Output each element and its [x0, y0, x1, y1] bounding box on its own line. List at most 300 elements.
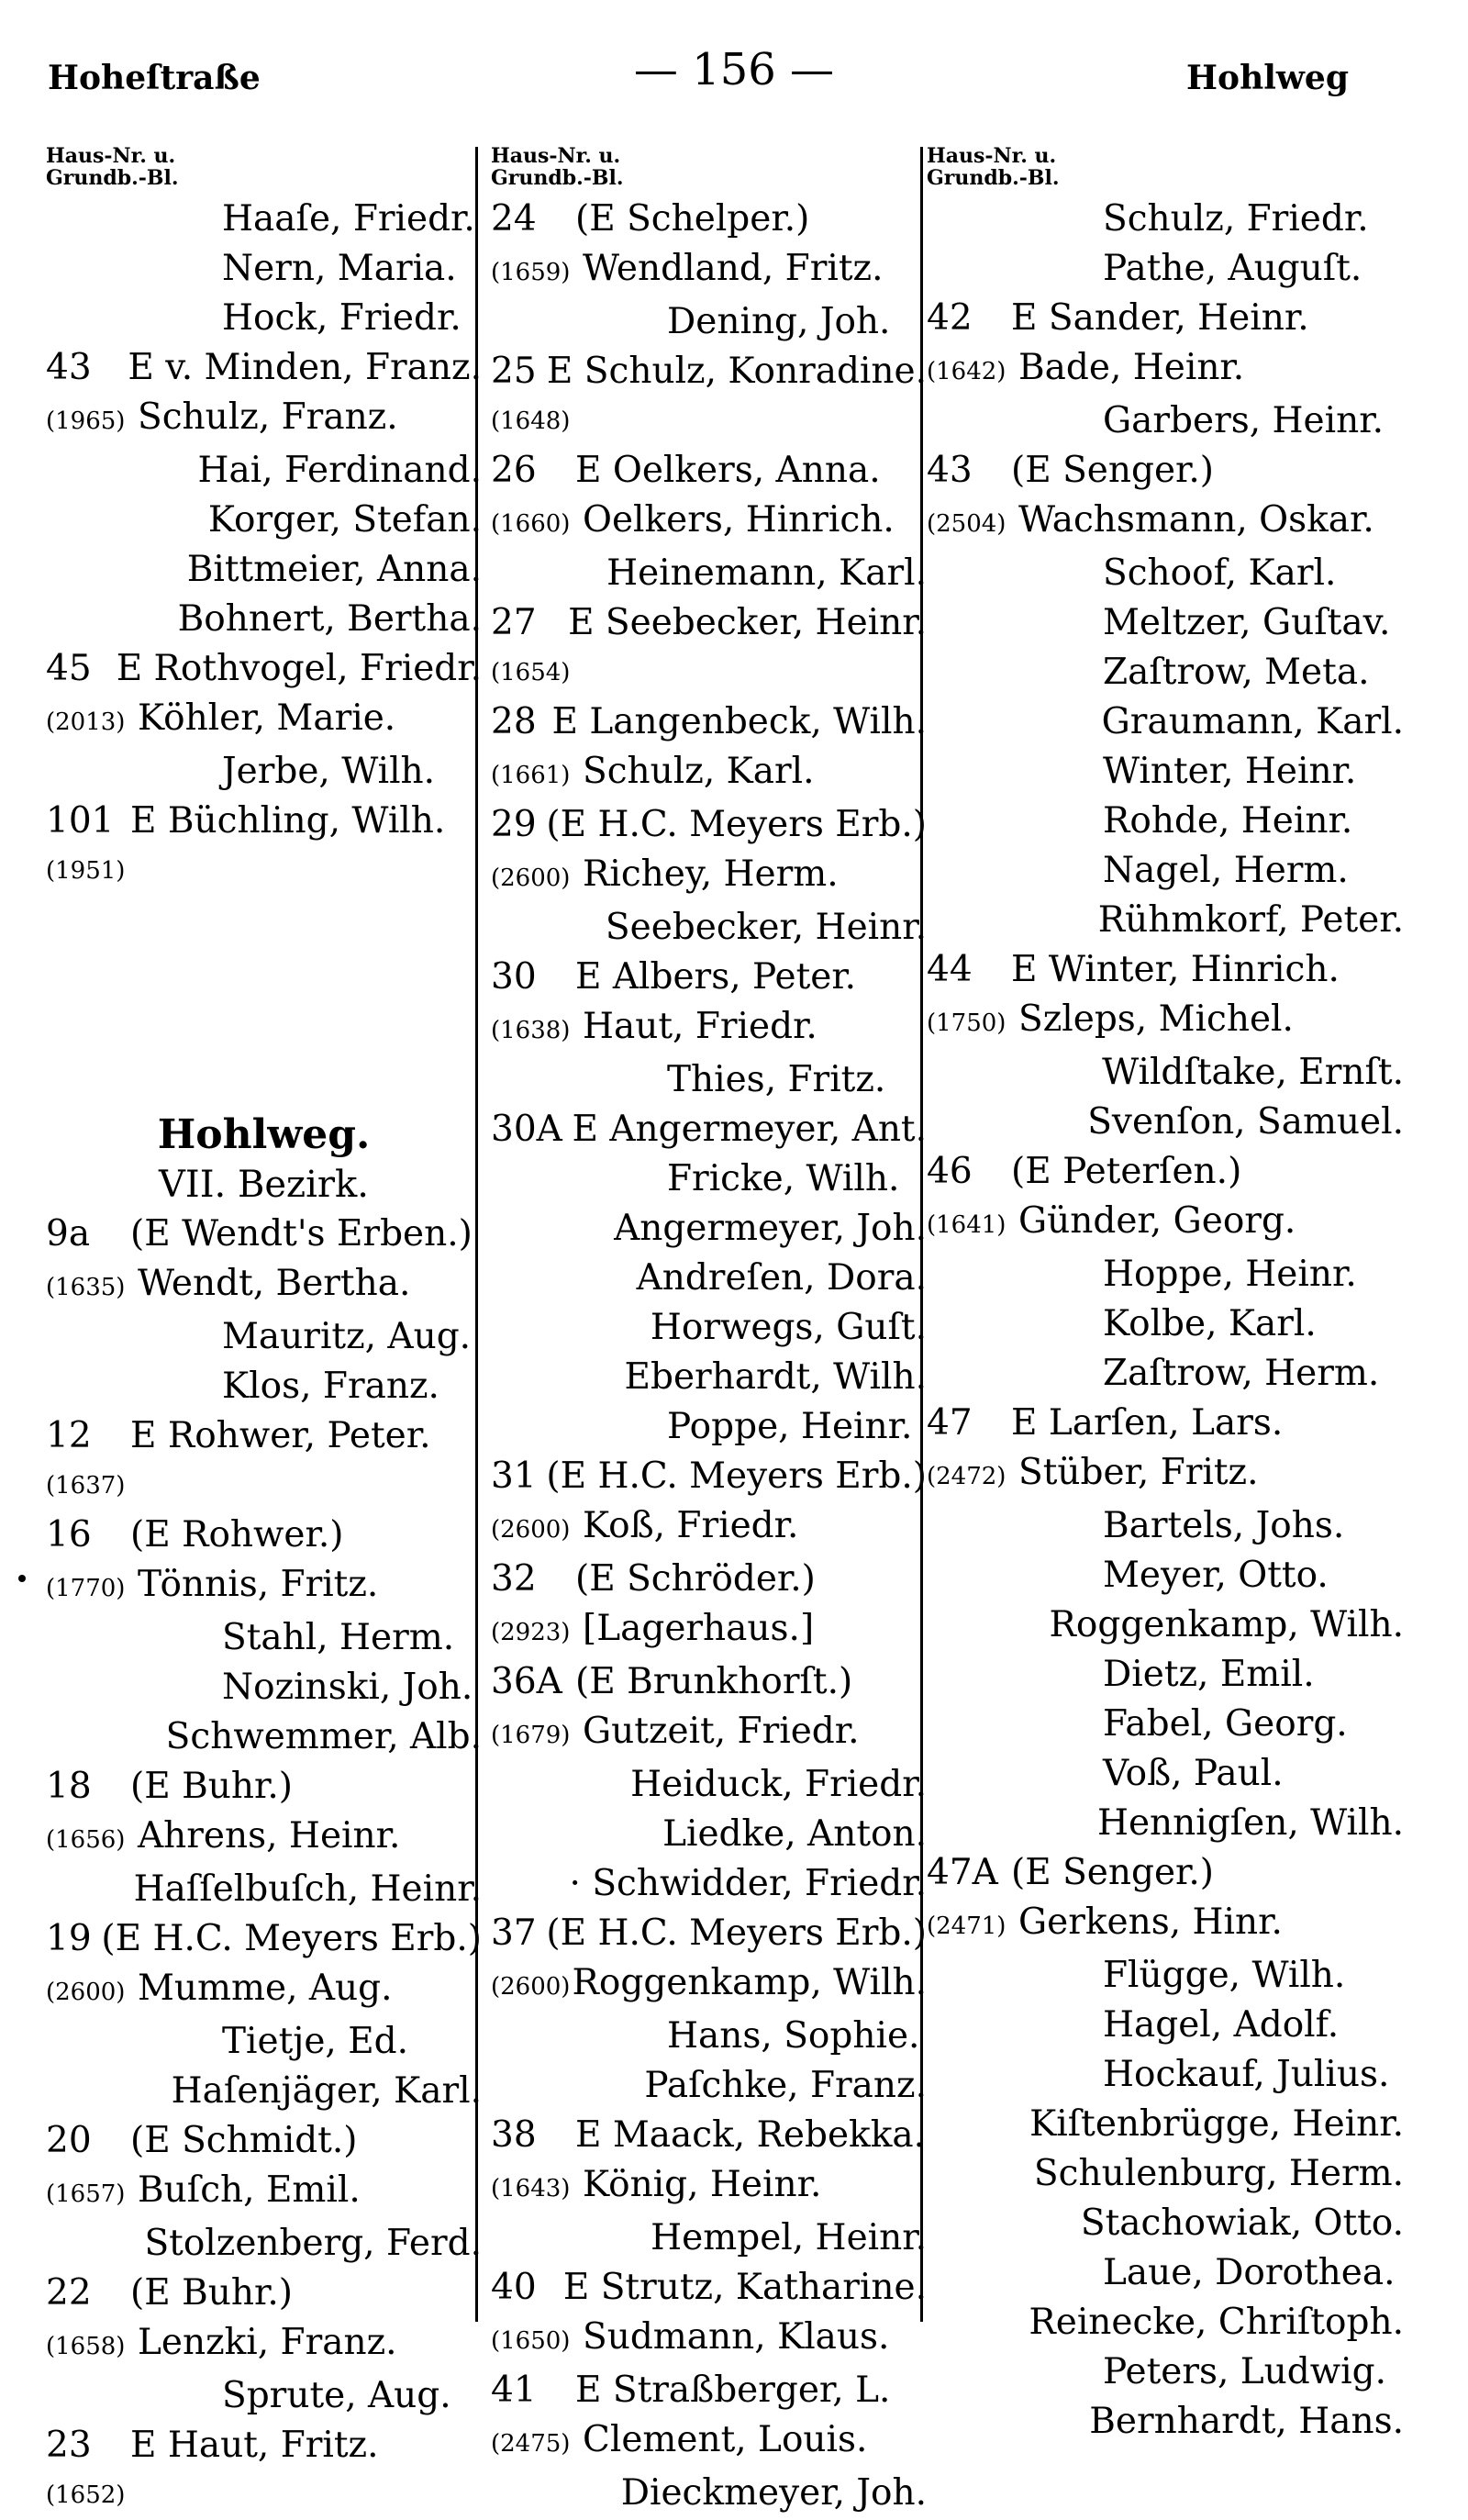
directory-entry	[46, 2219, 482, 2269]
directory-entry	[491, 2160, 927, 2213]
house-number: 31	[491, 1455, 537, 1497]
land-register-number: (1661)	[491, 762, 571, 789]
house-number: 28	[491, 701, 537, 742]
land-register-number: (1951)	[46, 857, 126, 885]
resident-name: Gerkens, Hinr.	[1018, 1901, 1283, 1943]
directory-entry	[46, 545, 482, 595]
resident-name: Gutzeit, Friedr.	[583, 1711, 860, 1752]
directory-entry	[491, 2313, 927, 2366]
directory-entry	[927, 1147, 1404, 1197]
resident-name: Reinecke, Chriſtoph.	[1029, 2302, 1404, 2343]
directory-entry	[46, 2067, 482, 2116]
land-register-number: (1642)	[927, 358, 1006, 385]
resident-name: Dieckmeyer, Joh.	[620, 2472, 927, 2514]
land-register-number: (2600)	[491, 864, 571, 892]
house-number: 43	[927, 450, 973, 491]
directory-entry	[491, 549, 927, 598]
directory-entry	[927, 1399, 1404, 1448]
house-number: 27	[491, 602, 537, 643]
house-number: 45	[46, 648, 92, 689]
directory-entry	[927, 1349, 1404, 1399]
directory-entry	[927, 2050, 1404, 2100]
house-number: 12	[46, 1415, 92, 1456]
resident-name: E Maack, Rebekka.	[575, 2114, 925, 2156]
directory-entry	[491, 953, 927, 1002]
directory-entry	[491, 2469, 927, 2518]
resident-name: (E Schröder.)	[575, 1558, 816, 1600]
land-register-number: (1750)	[927, 1009, 1006, 1037]
directory-entry	[927, 2298, 1404, 2347]
resident-name: Richey, Herm.	[583, 853, 839, 895]
land-register-number: (1650)	[491, 2327, 571, 2355]
resident-name: Hempel, Heinr.	[651, 2217, 927, 2258]
directory-entry	[491, 1303, 927, 1353]
directory-entry	[46, 294, 482, 343]
directory-entry	[927, 2001, 1404, 2050]
directory-entry	[927, 2397, 1404, 2447]
resident-name: Ahrens, Heinr.	[138, 1815, 401, 1857]
land-register-number: (1643)	[491, 2175, 571, 2202]
directory-entry	[927, 2199, 1404, 2248]
directory-entry	[46, 1865, 482, 1914]
resident-name: Svenſon, Samuel.	[1087, 1101, 1404, 1143]
directory-entry	[491, 297, 927, 347]
resident-name: E Langenbeck, Wilh.	[551, 701, 927, 742]
resident-name: Wachsmann, Oskar.	[1018, 499, 1374, 541]
directory-entry	[927, 294, 1404, 343]
resident-name: (E Schmidt.)	[130, 2120, 358, 2161]
directory-entry	[491, 1909, 927, 1958]
house-number: 43	[46, 347, 92, 388]
directory-entry	[46, 2017, 482, 2067]
resident-name: Bernhardt, Hans.	[1089, 2401, 1404, 2442]
resident-name: E Oelkers, Anna.	[575, 450, 881, 491]
resident-name: Hock, Friedr.	[222, 297, 462, 339]
resident-name: Heinemann, Karl.	[606, 552, 927, 594]
directory-entry	[46, 694, 482, 747]
resident-name: E Sander, Heinr.	[1011, 297, 1309, 339]
directory-entry	[491, 1402, 927, 1452]
resident-name: Zaſtrow, Herm.	[1103, 1353, 1380, 1394]
resident-name: E Straßberger, L.	[575, 2369, 891, 2411]
entry-list	[46, 1210, 482, 2520]
entry-list	[927, 195, 1404, 2447]
resident-name: Horwegs, Guſt.	[650, 1307, 927, 1348]
directory-entry	[46, 797, 482, 846]
resident-name: Nozinski, Joh.	[222, 1667, 473, 1708]
directory-entry	[46, 2166, 482, 2219]
resident-name: Wendt, Bertha.	[138, 1263, 411, 1304]
resident-name: Mauritz, Aug.	[222, 1316, 472, 1357]
house-number: 32	[491, 1558, 537, 1600]
resident-name: E Rothvogel, Friedr.	[116, 648, 482, 689]
resident-name: Fabel, Georg.	[1103, 1703, 1348, 1745]
land-register-number: (1654)	[491, 659, 571, 686]
column-header	[46, 145, 482, 189]
house-number: 47A	[927, 1852, 998, 1893]
resident-name: Stolzenberg, Ferd.	[144, 2223, 482, 2264]
resident-name: E Büchling, Wilh.	[130, 800, 446, 842]
directory-entry	[46, 496, 482, 545]
resident-name: Wendland, Fritz.	[583, 248, 884, 289]
resident-name: Hoppe, Heinr.	[1103, 1254, 1357, 1295]
resident-name: Sprute, Aug.	[222, 2375, 451, 2416]
directory-entry	[46, 1762, 482, 1812]
resident-name: Schulz, Franz.	[138, 396, 398, 438]
directory-entry	[927, 797, 1404, 846]
directory-entry	[491, 747, 927, 800]
house-number: 38	[491, 2114, 537, 2156]
resident-name: Dietz, Emil.	[1103, 1654, 1315, 1695]
directory-entry	[46, 1259, 482, 1312]
directory-entry	[927, 995, 1404, 1048]
resident-name: Klos, Franz.	[222, 1366, 439, 1407]
resident-name: Hennigſen, Wilh.	[1096, 1802, 1404, 1844]
resident-name: E Larſen, Lars.	[1011, 1402, 1284, 1444]
house-number: 40	[491, 2267, 537, 2308]
land-register-number: (1659)	[491, 259, 571, 286]
land-register-number: (1657)	[46, 2180, 126, 2208]
resident-name: Günder, Georg.	[1018, 1200, 1296, 1242]
resident-name: Sudmann, Klaus.	[583, 2316, 890, 2358]
resident-name: Garbers, Heinr.	[1103, 400, 1384, 441]
resident-name: Bittmeier, Anna.	[186, 549, 482, 590]
house-number: 16	[46, 1514, 92, 1555]
directory-entry	[927, 1098, 1404, 1147]
resident-name: Angermeyer, Joh.	[614, 1208, 927, 1249]
directory-entry	[46, 343, 482, 393]
resident-name: Zaſtrow, Meta.	[1103, 652, 1370, 693]
directory-entry	[491, 347, 927, 396]
resident-name: Nagel, Herm.	[1103, 850, 1349, 891]
land-register-number: (1770)	[46, 1575, 126, 1602]
running-head-right: Hohlweg	[1186, 59, 1349, 97]
directory-entry	[46, 244, 482, 294]
resident-name: Oelkers, Hinrich.	[583, 499, 895, 541]
resident-name: Rühmkorf, Peter.	[1097, 899, 1404, 941]
resident-name: E Albers, Peter.	[575, 956, 857, 998]
house-number: 23	[46, 2425, 92, 2466]
directory-entry	[927, 896, 1404, 945]
directory-entry	[927, 446, 1404, 496]
column-header-line: Haus-Nr. u.	[491, 144, 621, 168]
directory-entry	[927, 244, 1404, 294]
directory-entry	[927, 747, 1404, 797]
resident-name: Haſenjäger, Karl.	[171, 2070, 482, 2112]
house-number: 101	[46, 800, 115, 842]
resident-name: Meltzer, Guſtav.	[1103, 602, 1391, 643]
resident-name: Poppe, Heinr.	[667, 1406, 913, 1447]
directory-entry	[46, 644, 482, 694]
house-number: 29	[491, 804, 537, 845]
directory-entry	[46, 195, 482, 244]
resident-name: Fricke, Wilh.	[667, 1158, 900, 1199]
directory-entry	[927, 195, 1404, 244]
page-number: — 156 —	[633, 44, 835, 95]
resident-name: Andreſen, Dora.	[636, 1257, 927, 1299]
directory-entry	[927, 2149, 1404, 2199]
entry-list	[46, 195, 482, 896]
house-number: 25	[491, 351, 537, 392]
directory-entry	[491, 598, 927, 648]
directory-entry	[46, 1613, 482, 1663]
land-register-number: (2471)	[927, 1912, 1006, 1940]
directory-entry	[46, 1712, 482, 1762]
resident-name: Laue, Dorothea.	[1103, 2252, 1396, 2293]
directory-entry	[491, 697, 927, 747]
directory-entry	[927, 496, 1404, 549]
resident-name: [Lagerhaus.]	[583, 1608, 815, 1649]
directory-entry	[927, 2248, 1404, 2298]
resident-name: · Schwidder, Friedr.	[569, 1863, 927, 1904]
column-header-line: Haus-Nr. u.	[46, 144, 176, 168]
column-header-line: Grundb.-Bl.	[927, 166, 1060, 190]
directory-entry	[46, 2318, 482, 2371]
resident-name: Pathe, Auguſt.	[1103, 248, 1362, 289]
directory-entry	[927, 1650, 1404, 1700]
resident-name: E v. Minden, Franz.	[128, 347, 482, 388]
house-number: 42	[927, 297, 973, 339]
directory-entry	[491, 1452, 927, 1501]
column-1	[46, 145, 482, 2520]
resident-name: Hagel, Adolf.	[1103, 2004, 1340, 2046]
directory-entry	[46, 2116, 482, 2166]
resident-name: Roggenkamp, Wilh.	[572, 1962, 927, 2003]
column-3	[927, 145, 1404, 2447]
directory-entry	[927, 1299, 1404, 1349]
land-register-number: (1638)	[491, 1017, 571, 1044]
land-register-number: (1660)	[491, 510, 571, 538]
resident-name: Thies, Fritz.	[667, 1059, 886, 1100]
directory-entry	[491, 1105, 927, 1154]
resident-name: Schwemmer, Alb.	[165, 1716, 482, 1757]
directory-entry	[927, 1898, 1404, 1951]
directory-entry	[46, 1663, 482, 1712]
directory-entry	[46, 2421, 482, 2470]
directory-entry	[46, 747, 482, 797]
resident-name: Voß, Paul.	[1103, 1753, 1284, 1794]
directory-entry	[491, 903, 927, 953]
resident-name: Koß, Friedr.	[583, 1505, 799, 1546]
directory-entry	[927, 1551, 1404, 1600]
directory-entry	[491, 2012, 927, 2061]
resident-name: Jerbe, Wilh.	[222, 751, 436, 792]
resident-name: Wildſtake, Ernſt.	[1102, 1052, 1404, 1093]
column-2	[491, 145, 927, 2518]
resident-name: E Strutz, Katharine.	[562, 2267, 927, 2308]
resident-name: (E Senger.)	[1011, 1852, 1215, 1893]
resident-name: E Angermeyer, Ant.	[572, 1109, 927, 1150]
entry-list	[491, 195, 927, 2518]
land-register-number: (2475)	[491, 2430, 571, 2458]
house-number: 36A	[491, 1661, 562, 1702]
directory-entry	[491, 1002, 927, 1055]
resident-name: Liedke, Anton.	[662, 1813, 927, 1855]
directory-entry	[927, 1448, 1404, 1501]
land-register-number: (1656)	[46, 1826, 126, 1854]
land-register-number: (1965)	[46, 407, 126, 435]
resident-name: Korger, Stefan.	[207, 499, 482, 541]
directory-entry	[927, 396, 1404, 446]
resident-name: Hans, Sophie.	[667, 2015, 920, 2057]
directory-entry	[46, 1964, 482, 2017]
land-register-number: (2600)	[491, 1516, 571, 1544]
house-number: 30A	[491, 1109, 562, 1150]
resident-name: E Haut, Fritz.	[130, 2425, 379, 2466]
directory-entry	[927, 697, 1404, 747]
resident-name: Stüber, Fritz.	[1018, 1452, 1259, 1493]
resident-name: Bartels, Johs.	[1103, 1505, 1345, 1546]
resident-name: Heiduck, Friedr.	[630, 1764, 927, 1805]
resident-name: Szleps, Michel.	[1018, 998, 1294, 1040]
directory-entry	[491, 244, 927, 297]
resident-name: Seebecker, Heinr.	[605, 907, 927, 948]
house-number: 18	[46, 1766, 92, 1807]
directory-entry	[491, 1501, 927, 1555]
resident-name: (E Buhr.)	[130, 2272, 293, 2314]
directory-entry	[927, 2347, 1404, 2397]
resident-name: Hai, Ferdinand.	[197, 450, 482, 491]
directory-entry	[927, 1600, 1404, 1650]
land-register-number: (2504)	[927, 510, 1006, 538]
directory-entry	[46, 2269, 482, 2318]
resident-name: Haſſelbuſch, Heinr.	[133, 1868, 482, 1910]
directory-entry	[491, 2366, 927, 2415]
section-district: VII. Bezirk.	[159, 1164, 369, 1206]
land-register-number: (2600)	[46, 1979, 126, 2006]
directory-entry	[491, 1254, 927, 1303]
directory-entry	[46, 1511, 482, 1560]
directory-entry	[927, 846, 1404, 896]
directory-entry	[491, 2061, 927, 2111]
directory-entry	[927, 343, 1404, 396]
directory-entry	[927, 1848, 1404, 1898]
land-register-number: (2472)	[927, 1463, 1006, 1490]
resident-name: Kolbe, Karl.	[1103, 1303, 1317, 1344]
resident-name: Haut, Friedr.	[583, 1006, 817, 1047]
resident-name: Roggenkamp, Wilh.	[1049, 1604, 1404, 1645]
resident-name: Lenzki, Franz.	[138, 2322, 397, 2363]
directory-entry	[491, 446, 927, 496]
directory-entry	[46, 1461, 482, 1511]
directory-entry	[491, 648, 927, 697]
land-register-number: (1648)	[491, 407, 571, 435]
directory-entry	[46, 1560, 482, 1613]
directory-entry	[491, 195, 927, 244]
resident-name: Rohde, Heinr.	[1103, 800, 1353, 842]
resident-name: (E Rohwer.)	[130, 1514, 344, 1555]
resident-name: Dening, Joh.	[667, 301, 891, 342]
house-number: 20	[46, 2120, 92, 2161]
house-number: 46	[927, 1151, 973, 1192]
directory-entry	[491, 1859, 927, 1909]
directory-entry	[927, 1501, 1404, 1551]
resident-name: Winter, Heinr.	[1103, 751, 1357, 792]
house-number: 37	[491, 1912, 537, 1954]
column-header-line: Grundb.-Bl.	[491, 166, 624, 190]
directory-entry	[46, 2470, 482, 2520]
directory-entry	[491, 1204, 927, 1254]
resident-name: Tönnis, Fritz.	[138, 1564, 379, 1605]
resident-name: Tietje, Ed.	[222, 2021, 409, 2062]
directory-entry	[491, 2415, 927, 2469]
directory-entry	[46, 446, 482, 496]
column-header-line: Grundb.-Bl.	[46, 166, 179, 190]
print-speck	[18, 1575, 26, 1582]
land-register-number: (1637)	[46, 1472, 126, 1500]
directory-entry	[927, 1197, 1404, 1250]
directory-entry	[491, 1555, 927, 1604]
house-number: 30	[491, 956, 537, 998]
column-header-line: Haus-Nr. u.	[927, 144, 1057, 168]
house-number: 19	[46, 1918, 92, 1959]
resident-name: (E Brunkhorſt.)	[575, 1661, 853, 1702]
resident-name: Hockauf, Julius.	[1103, 2054, 1390, 2095]
directory-entry	[46, 2371, 482, 2421]
directory-entry	[491, 1055, 927, 1105]
resident-name: Peters, Ludwig.	[1103, 2351, 1386, 2392]
directory-entry	[927, 1250, 1404, 1299]
directory-entry	[491, 1657, 927, 1707]
land-register-number: (1658)	[46, 2333, 126, 2360]
directory-entry	[491, 1154, 927, 1204]
directory-entry	[491, 1707, 927, 1760]
running-head-left: Hoheſtraße	[48, 59, 261, 97]
resident-name: (E Wendt's Erben.)	[130, 1213, 473, 1254]
resident-name: Meyer, Otto.	[1103, 1555, 1329, 1596]
directory-entry	[491, 2263, 927, 2313]
resident-name: (E H.C. Meyers Erb.)	[546, 1455, 927, 1497]
directory-entry	[927, 2100, 1404, 2149]
directory-entry	[46, 1914, 482, 1964]
land-register-number: (1679)	[491, 1722, 571, 1749]
directory-entry	[927, 1048, 1404, 1098]
resident-name: Flügge, Wilh.	[1103, 1955, 1346, 1996]
land-register-number: (1635)	[46, 1274, 126, 1301]
directory-entry	[46, 1210, 482, 1259]
resident-name: Bohnert, Bertha.	[177, 598, 482, 640]
resident-name: (E H.C. Meyers Erb.)	[101, 1918, 482, 1959]
resident-name: (E H.C. Meyers Erb.)	[546, 1912, 927, 1954]
directory-entry	[46, 1411, 482, 1461]
directory-entry	[927, 1700, 1404, 1749]
resident-name: Schulz, Friedr.	[1103, 198, 1369, 240]
section-title: Hohlweg.	[157, 1111, 371, 1158]
directory-entry	[491, 1958, 927, 2012]
directory-entry	[46, 1362, 482, 1411]
house-number: 41	[491, 2369, 537, 2411]
directory-entry	[491, 1353, 927, 1402]
land-register-number: (2600)	[491, 1973, 571, 2001]
directory-entry	[46, 595, 482, 644]
resident-name: E Rohwer, Peter.	[130, 1415, 431, 1456]
resident-name: Stachowiak, Otto.	[1080, 2202, 1404, 2244]
directory-entry	[46, 846, 482, 896]
resident-name: Eberhardt, Wilh.	[624, 1356, 927, 1398]
land-register-number: (1641)	[927, 1211, 1006, 1239]
directory-entry	[46, 393, 482, 446]
resident-name: Paſchke, Franz.	[644, 2065, 927, 2106]
resident-name: (E Senger.)	[1011, 450, 1215, 491]
directory-entry	[491, 850, 927, 903]
directory-entry	[927, 1749, 1404, 1799]
directory-entry	[491, 496, 927, 549]
resident-name: Schoof, Karl.	[1103, 552, 1337, 594]
resident-name: Kiſtenbrügge, Heinr.	[1029, 2103, 1404, 2145]
resident-name: E Seebecker, Heinr.	[568, 602, 927, 643]
resident-name: Bade, Heinr.	[1018, 347, 1245, 388]
directory-entry	[46, 1312, 482, 1362]
